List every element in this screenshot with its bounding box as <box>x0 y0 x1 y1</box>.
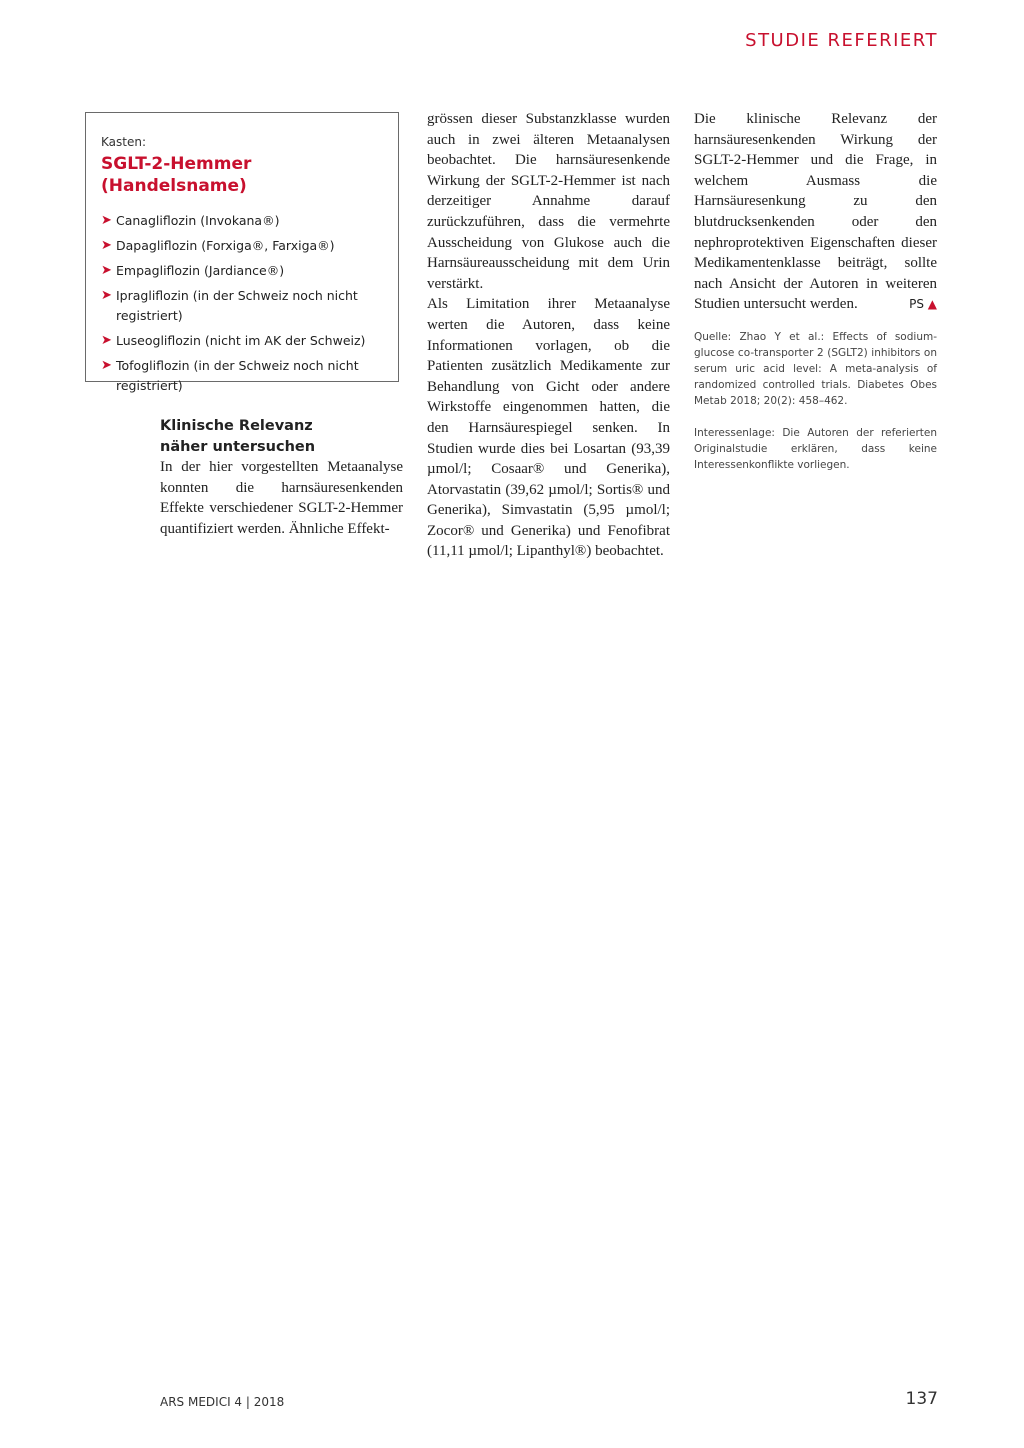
list-item-text: Tofogliflozin (in der Schweiz noch nicht registriert) <box>116 358 359 393</box>
arrow-bullet-icon: ➤ <box>101 238 112 253</box>
box-title: SGLT-2-Hemmer (Handelsname) <box>101 154 252 196</box>
list-item <box>101 356 388 396</box>
list-item <box>101 211 388 231</box>
section-title: STUDIE REFERIERT <box>745 30 938 51</box>
page-number: 137 <box>905 1389 938 1409</box>
subheading-line-2: näher untersuchen <box>160 438 316 455</box>
arrow-bullet-icon: ➤ <box>101 213 112 228</box>
arrow-bullet-icon: ➤ <box>101 263 112 278</box>
list-item-text: Luseogliflozin (nicht im AK der Schweiz) <box>116 333 366 348</box>
conflict-statement: Interessenlage: Die Autoren der referierten Originalstudie erklären, dass keine Interessenkonflikte vorliegen. <box>694 426 937 471</box>
info-box <box>85 112 399 393</box>
drug-list <box>101 211 388 396</box>
author-signature <box>909 294 937 315</box>
arrow-bullet-icon: ➤ <box>101 288 112 303</box>
subheading-line-1: Klinische Relevanz <box>160 418 313 434</box>
list-item <box>101 286 388 326</box>
list-item <box>101 236 388 256</box>
column-2 <box>427 109 670 562</box>
end-triangle-icon: ▲ <box>927 297 937 312</box>
list-item <box>101 331 388 351</box>
arrow-bullet-icon: ➤ <box>101 358 112 373</box>
body-paragraph: Als Limitation ihrer Metaanalyse werten die Autoren, dass keine Informationen vorlagen, ob die Patienten zusätzlich Medikamente zur Behandlung von Gicht oder andere Wirkstoffe eingenommen hatten, die den Harnsäurespiegel senken. In Studien wurde dies bei Losartan (93,39 µmol/l; Cosaar® und Generika), Atorvastatin (39,62 µmol/l; Sortis® und Generika), Simvastatin (5,95 µmol/l; Zocor® und Generika) und Fenofibrat (11,11 µmol/l; Lipanthyl®) beobachtet. <box>427 296 670 560</box>
list-item-text: Canagliflozin (Invokana®) <box>116 213 280 228</box>
body-paragraph: grössen dieser Substanzklasse wurden auch in zwei älteren Metaanalysen beobachtet. Die harnsäuresenkende Wirkung der SGLT-2-Hemmer ist nach derzeitiger Annahme darauf zurückzuführen, dass die vermehrte Ausscheidung von Glukose auch die Harnsäureausscheidung mit dem Urin verstärkt. <box>427 111 670 292</box>
body-paragraph-text: Die klinische Relevanz der harnsäuresenkenden Wirkung der SGLT-2-Hemmer und die Frage, in welchem Ausmass die Harnsäuresenkung zu den blutdrucksenkenden oder den nephroprotektiven Eigenschaften dieser Medikamentenklasse beiträgt, sollte nach Ansicht der Autoren in weiteren Studien untersucht werden. <box>694 111 937 313</box>
column-3 <box>694 109 937 473</box>
source-citation: Quelle: Zhao Y et al.: Effects of sodium-glucose co-transporter 2 (SGLT2) inhibitors on serum uric acid level: A meta-analysis of randomized controlled trials. Diabetes Obes Metab 2018; 20(2): 458–462. <box>694 330 937 407</box>
body-paragraph: In der hier vorgestellten Metaanalyse konnten die harnsäuresenkenden Effekte verschiedener SGLT-2-Hemmer quantifiziert werden. Ähnliche Effekt- <box>160 459 403 537</box>
author-initials: PS <box>909 297 924 312</box>
list-item-text: Ipragliflozin (in der Schweiz noch nicht registriert) <box>116 288 358 323</box>
journal-footer: ARS MEDICI 4 | 2018 <box>160 1395 285 1409</box>
list-item-text: Dapagliflozin (Forxiga®, Farxiga®) <box>116 238 335 253</box>
body-paragraph <box>694 109 937 315</box>
column-1 <box>160 416 403 540</box>
list-item <box>101 261 388 281</box>
box-label: Kasten: <box>101 135 146 149</box>
list-item-text: Empagliflozin (Jardiance®) <box>116 263 285 278</box>
arrow-bullet-icon: ➤ <box>101 333 112 348</box>
